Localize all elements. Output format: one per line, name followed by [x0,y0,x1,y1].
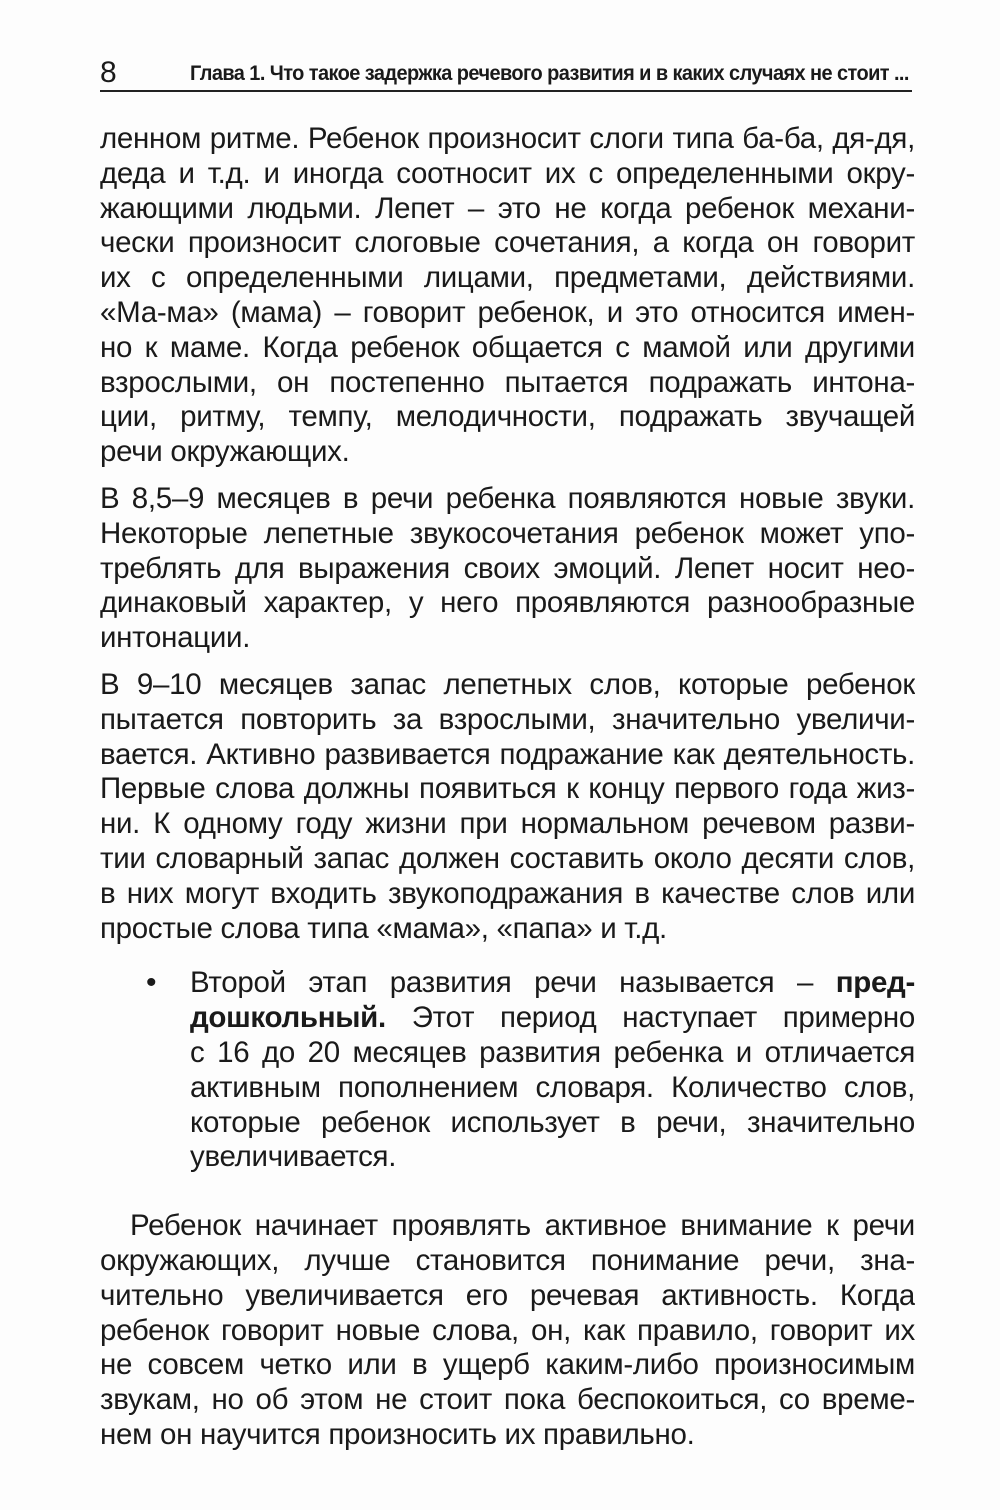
text-line: которые ребенок использует в речи, значительно [190,1105,915,1139]
paragraph-gap [100,1175,915,1209]
text-line: треблять для выражения своих эмоций. Лепет носит нео- [100,551,915,585]
text-line: но к маме. Когда ребенок общается с мамой или другими [100,330,915,364]
body-text [100,122,915,1453]
running-header [100,52,912,92]
bullet-item [146,966,915,1175]
text-line: вается. Активно развивается подражание как деятельность. [100,737,915,771]
page-number: 8 [100,56,117,89]
text-line: активным пополнением словаря. Количество слов, [190,1070,915,1104]
bullet-term-part1: пред- [835,966,915,1000]
bullet-marker: • [146,966,157,1000]
text-line: ции, ритму, темпу, мелодичности, подражать звучащей [100,400,915,434]
text-line [190,966,915,1001]
text-line: интонации. [100,621,251,655]
paragraph-gap [100,656,915,668]
text-line: Некоторые лепетные звукосочетания ребенок может упо- [100,516,915,550]
text-line: не совсем четко или в ущерб каким-либо произносимым [100,1348,915,1382]
bullet-line2-post: Этот период наступает примерно [411,1001,915,1035]
text-line: В 9–10 месяцев запас лепетных слов, которые ребенок [100,667,915,701]
text-line [190,1001,915,1036]
bullet-term-part2: дошкольный. [190,1001,386,1035]
text-line: ни. К одному году жизни при нормальном речевом разви- [100,807,915,841]
paragraph-3 [100,668,915,946]
paragraph-2 [100,482,915,656]
paragraph-gap [100,470,915,482]
text-line: ребенок говорит новые слова, он, как правило, говорит их [100,1313,915,1347]
text-line: пытается повторить за взрослыми, значительно увеличи- [100,702,915,736]
text-line: жающими людьми. Лепет – это не когда ребенок механи- [100,191,915,225]
text-line: тии словарный запас должен составить около десяти слов, [100,841,915,875]
text-line: ленном ритме. Ребенок произносит слоги типа ба-ба, дя-дя, [100,122,915,155]
text-line: деда и т.д. и иногда соотносит их с определенными окру- [100,156,915,190]
text-line: их с определенными лицами, предметами, действиями. [100,261,915,295]
text-line: Ребенок начинает проявлять активное внимание к речи [130,1209,915,1243]
text-line: чительно увеличивается его речевая активность. Когда [100,1278,915,1312]
text-line: «Ма-ма» (мама) – говорит ребенок, и это относится имен- [100,295,915,329]
paragraph-4 [100,1209,915,1453]
text-line: с 16 до 20 месяцев развития ребенка и отличается [190,1035,915,1069]
text-line: в них могут входить звукоподражания в качестве слов или [100,876,915,910]
text-line: чески произносит слоговые сочетания, а когда он говорит [100,226,915,260]
bullet-text [190,966,915,1175]
text-line: Первые слова должны появиться к концу первого года жиз- [100,772,915,806]
text-line: звукам, но об этом не стоит пока беспокоиться, со време- [100,1383,915,1417]
text-line: нем он научится произносить их правильно. [100,1417,695,1451]
text-line: речи окружающих. [100,435,350,469]
text-line: простые слова типа «мама», «папа» и т.д. [100,911,667,945]
text-line: динаковый характер, у него проявляются разнообразные [100,586,915,620]
chapter-title: Глава 1. Что такое задержка речевого развития и в каких случаях не стоит ... [190,62,909,85]
text-line: взрослыми, он постепенно пытается подражать интона- [100,365,915,399]
text-line: В 8,5–9 месяцев в речи ребенка появляются новые звуки. [100,481,915,515]
text-line: увеличивается. [190,1140,397,1174]
paragraph-1 [100,122,915,470]
text-line: окружающих, лучше становится понимание речи, зна- [100,1243,915,1277]
bullet-line1-pre: Второй этап развития речи называется – [190,966,814,1000]
